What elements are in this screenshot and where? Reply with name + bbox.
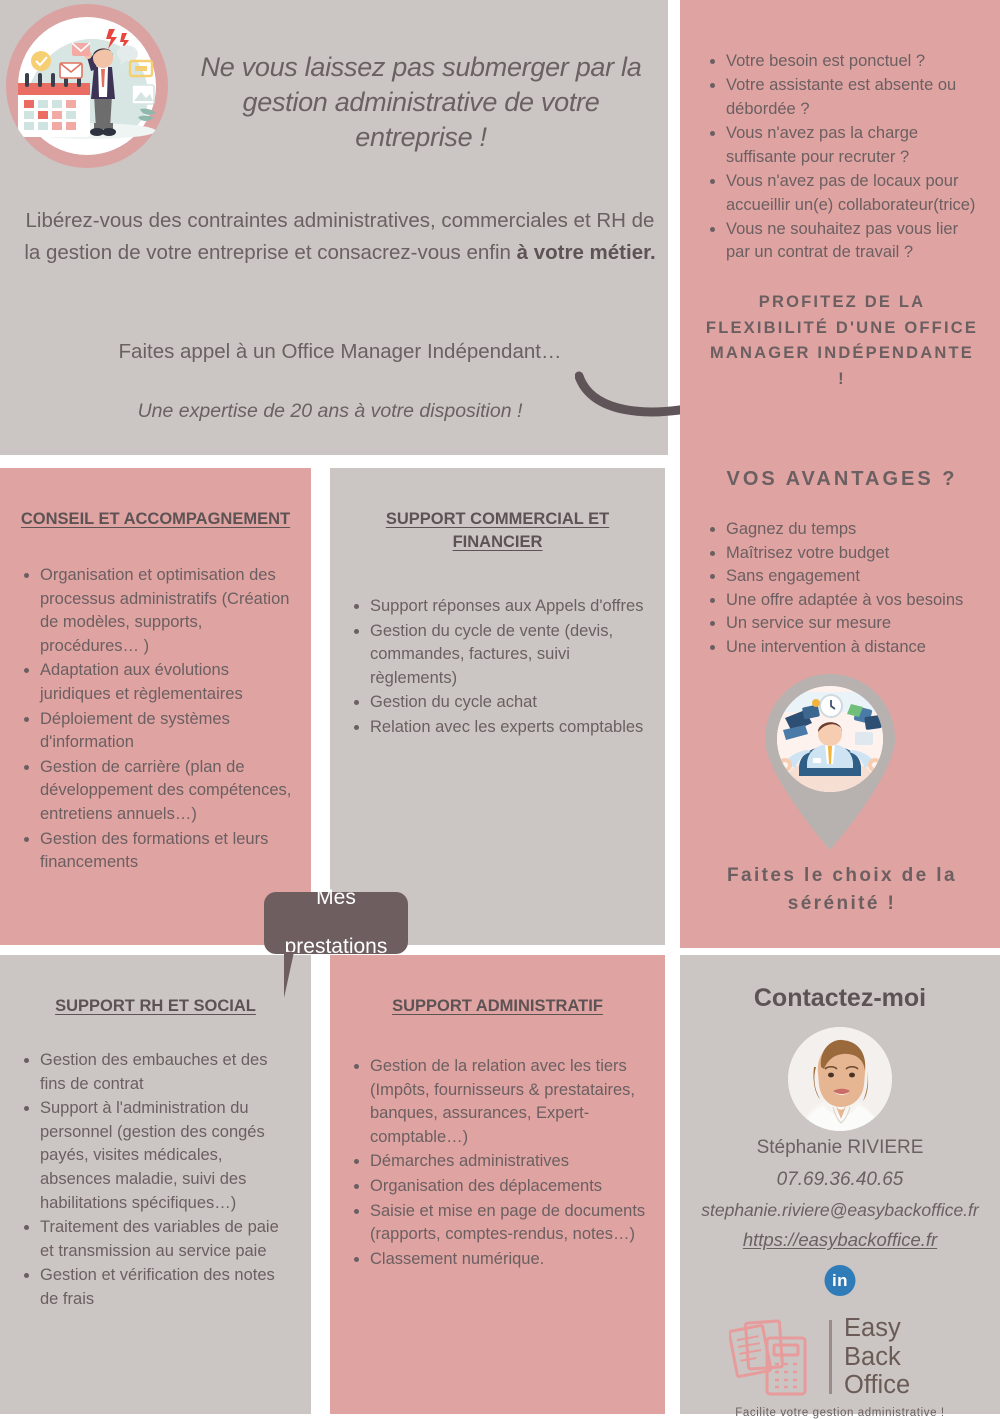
advantages-ul xyxy=(702,518,992,660)
hero-title: Ne vous laissez pas submerger par la gestion administrative de votre entreprise ! xyxy=(200,52,642,153)
advantages-title: VOS AVANTAGES ? xyxy=(726,468,958,490)
flexibility-headline: PROFITEZ DE LA FLEXIBILITÉ D'UNE OFFICE MANAGER INDÉPENDANTE ! xyxy=(705,293,979,388)
questions-ul xyxy=(702,50,980,265)
list-item: • Une offre adaptée à vos besoins xyxy=(726,589,992,613)
list-item: • Organisation des déplacements xyxy=(370,1175,651,1199)
card-list-commercial xyxy=(344,595,651,741)
list-item: • Vous n'avez pas de locaux pour accueillir un(e) collaborateur(trice) xyxy=(726,170,980,217)
card-list-conseil xyxy=(14,564,297,876)
contact-name: Stéphanie RIVIERE xyxy=(756,1137,924,1158)
map-pin-meditation-illustration-icon xyxy=(755,672,905,850)
bubble-text xyxy=(285,886,388,960)
list-item: • Une intervention à distance xyxy=(726,636,992,660)
list-item: • Gestion et vérification des notes de frais xyxy=(40,1264,297,1311)
list-item: • Gestion du cycle de vente (devis, commandes, factures, suivi règlements) xyxy=(370,620,651,691)
list-item: • Traitement des variables de paie et transmission au service paie xyxy=(40,1216,297,1263)
calculator-documents-logo-icon xyxy=(729,1314,817,1400)
card-rh xyxy=(0,955,311,1414)
card-title-conseil: CONSEIL ET ACCOMPAGNEMENT xyxy=(20,510,291,528)
easy-back-office-logo xyxy=(729,1311,951,1403)
list-item: • Adaptation aux évolutions juridiques et règlementaires xyxy=(40,659,297,706)
logo-line-2: Back xyxy=(844,1342,901,1371)
contact-phone[interactable]: 07.69.36.40.65 xyxy=(776,1169,904,1190)
hero-expertise-text: Une expertise de 20 ans à votre disposition ! xyxy=(137,400,523,422)
list-item: • Démarches administratives xyxy=(370,1150,651,1174)
logo-tagline: Facilite votre gestion administrative ! xyxy=(735,1407,945,1419)
card-ul xyxy=(344,1055,651,1271)
card-title-commercial: SUPPORT COMMERCIAL ET FINANCIER xyxy=(385,510,610,552)
card-ul xyxy=(344,595,651,740)
logo-line-3: Office xyxy=(844,1371,911,1400)
card-ul xyxy=(14,1049,297,1312)
mes-prestations-bubble xyxy=(264,885,408,959)
card-list-administratif xyxy=(344,1055,651,1272)
questions-list xyxy=(702,50,980,266)
list-item: • Gestion du cycle achat xyxy=(370,691,651,715)
contact-email[interactable]: stephanie.riviere@easybackoffice.fr xyxy=(701,1200,979,1220)
hero-panel xyxy=(0,0,668,455)
list-item: • Gagnez du temps xyxy=(726,518,992,542)
overwhelmed-person-calendar-illustration-icon xyxy=(6,4,168,168)
list-item: • Gestion des embauches et des fins de contrat xyxy=(40,1049,297,1096)
hero-body-text xyxy=(20,205,660,269)
list-item: • Votre besoin est ponctuel ? xyxy=(726,50,980,73)
hero-body-pre: Libérez-vous des contraintes administratives, commerciales et RH de la gestion de votre entreprise et consacrez-vous enfin xyxy=(24,209,655,264)
list-item: • Support réponses aux Appels d'offres xyxy=(370,595,651,619)
card-administratif xyxy=(330,955,665,1414)
list-item: • Support à l'administration du personnel (gestion des congés payés, visites médicales, absences maladie, suivi des habilitations spécifiques…) xyxy=(40,1097,297,1215)
list-item: • Vous ne souhaitez pas vous lier par un contrat de travail ? xyxy=(726,218,980,265)
bubble-line-2: prestations xyxy=(284,935,388,959)
hero-body-bold: à votre métier. xyxy=(516,240,656,264)
logo-divider xyxy=(829,1320,832,1394)
list-item: • Classement numérique. xyxy=(370,1248,651,1272)
advantages-list xyxy=(702,518,992,660)
logo-wordmark xyxy=(844,1314,910,1400)
serenity-headline: Faites le choix de la sérénité ! xyxy=(727,865,957,914)
list-item: • Déploiement de systèmes d'information xyxy=(40,708,297,755)
list-item: • Gestion de la relation avec les tiers (Impôts, fournisseurs & prestataires, banques, assurances, Expert-comptable…) xyxy=(370,1055,651,1149)
card-title-administratif: SUPPORT ADMINISTRATIF xyxy=(392,997,603,1015)
avatar xyxy=(788,1027,892,1131)
logo-line-1: Easy xyxy=(844,1314,901,1343)
card-commercial xyxy=(330,468,665,945)
contact-website-link[interactable]: https://easybackoffice.fr xyxy=(742,1229,938,1250)
list-item: • Gestion de carrière (plan de développement des compétences, entretiens annuels…) xyxy=(40,756,297,827)
card-title-rh: SUPPORT RH ET SOCIAL xyxy=(55,997,256,1015)
hero-cta-text: Faites appel à un Office Manager Indépendant… xyxy=(118,340,562,363)
list-item: • Saisie et mise en page de documents (rapports, comptes-rendus, notes…) xyxy=(370,1200,651,1247)
card-conseil xyxy=(0,468,311,945)
bubble-line-1: Mes xyxy=(316,885,356,909)
list-item: • Votre assistante est absente ou débordée ? xyxy=(726,74,980,121)
contact-panel xyxy=(680,955,1000,1419)
card-ul xyxy=(14,564,297,875)
list-item: • Vous n'avez pas la charge suffisante pour recruter ? xyxy=(726,122,980,169)
contact-title: Contactez-moi xyxy=(753,984,927,1012)
list-item: • Relation avec les experts comptables xyxy=(370,716,651,740)
list-item: • Organisation et optimisation des processus administratifs (Création de modèles, supports, procédures… ) xyxy=(40,564,297,658)
list-item: • Sans engagement xyxy=(726,565,992,589)
card-list-rh xyxy=(14,1049,297,1313)
list-item: • Maîtrisez votre budget xyxy=(726,542,992,566)
linkedin-icon[interactable]: in xyxy=(825,1265,856,1296)
list-item: • Gestion des formations et leurs financements xyxy=(40,828,297,875)
list-item: • Un service sur mesure xyxy=(726,612,992,636)
